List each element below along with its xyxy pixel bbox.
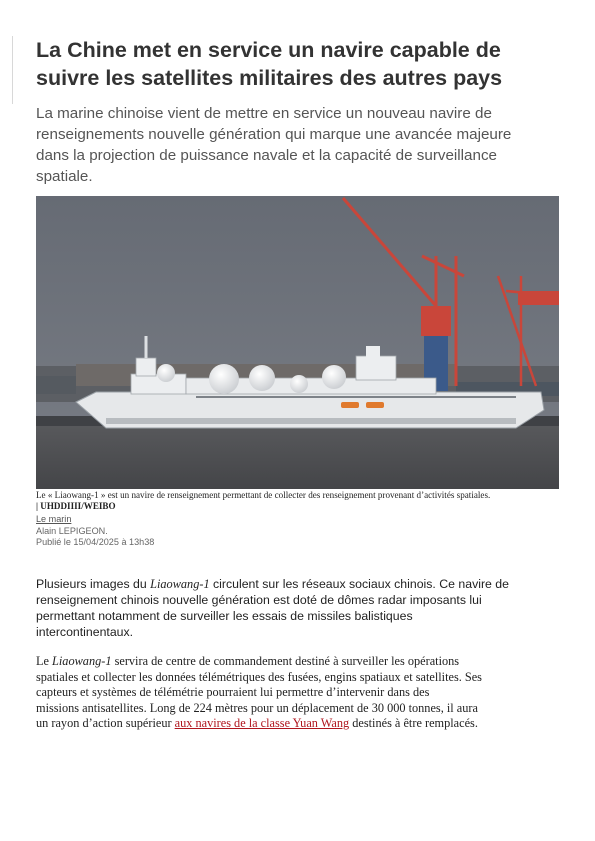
article-title	[36, 36, 576, 92]
caption-line-1: Le « Liaowang-1 » est un navire de renseignement permettant de collecter des renseignement provenant d’activités spatiales.	[36, 490, 491, 500]
body1-line-1: Plusieurs images du Liaowang-1 circulent sur les réseaux sociaux chinois. Ce navire de	[36, 577, 509, 591]
publish-date: Publié le 15/04/2025 à 13h38	[36, 537, 155, 547]
radar-dome	[209, 364, 239, 394]
body2-line-1: Le Liaowang-1 servira de centre de commandement destiné à surveiller les opérations	[36, 654, 460, 668]
lede-line-2: renseignements nouvelle génération qui marque une avancée majeure	[36, 126, 512, 143]
body1-line-3: permettant notamment de surveiller les essais de missiles balistiques	[36, 609, 413, 623]
title-line-1: La Chine met en service un navire capable de	[36, 38, 501, 62]
water	[36, 424, 559, 489]
yuan-wang-link[interactable]: aux navires de la classe Yuan Wang	[174, 716, 350, 730]
body1-line-4: intercontinentaux.	[36, 625, 134, 639]
source-link[interactable]: Le marin	[36, 514, 72, 524]
body1-line-2: renseignement chinois nouvelle génération est doté de dômes radar imposants lui	[36, 593, 482, 607]
author-name: Alain LEPIGEON.	[36, 525, 108, 536]
body-paragraph-2	[36, 654, 576, 732]
body2-line-5: un rayon d’action supérieur aux navires de la classe Yuan Wang destinés à être remplacés.	[36, 716, 478, 730]
body-paragraph-1	[36, 576, 576, 640]
ship-illustration	[36, 196, 559, 489]
ship-name: Liaowang-1	[150, 577, 210, 591]
radar-dome	[249, 365, 275, 391]
body2-line-3: capteurs et systèmes de télémétrie pourraient lui permettre d’intervenir dans des	[36, 685, 430, 699]
photo-credit: | UHDDIIII/WEIBO	[36, 501, 116, 511]
body2-line-2: spatiales et collecter les données télémétriques des fusées, engins spatiaux et satellites. Ses	[36, 669, 482, 684]
photo-caption	[36, 490, 576, 512]
left-rule	[12, 36, 13, 104]
body2-line-4: missions antisatellites. Long de 224 mètres pour un déplacement de 30 000 tonnes, il aura	[36, 700, 478, 715]
ship-name: Liaowang-1	[52, 654, 112, 668]
lede-line-3: dans la projection de puissance navale et la capacité de surveillance	[36, 147, 497, 164]
radar-dome	[322, 365, 346, 389]
radar-dome	[157, 364, 175, 382]
title-line-2: suivre les satellites militaires des autres pays	[36, 66, 503, 90]
ship-photo	[36, 196, 559, 489]
lede-line-1: La marine chinoise vient de mettre en service un nouveau navire de	[36, 105, 492, 122]
article-lede	[36, 103, 576, 187]
radar-dome	[290, 375, 308, 393]
lede-line-4: spatiale.	[36, 168, 93, 185]
article-meta	[36, 514, 336, 549]
